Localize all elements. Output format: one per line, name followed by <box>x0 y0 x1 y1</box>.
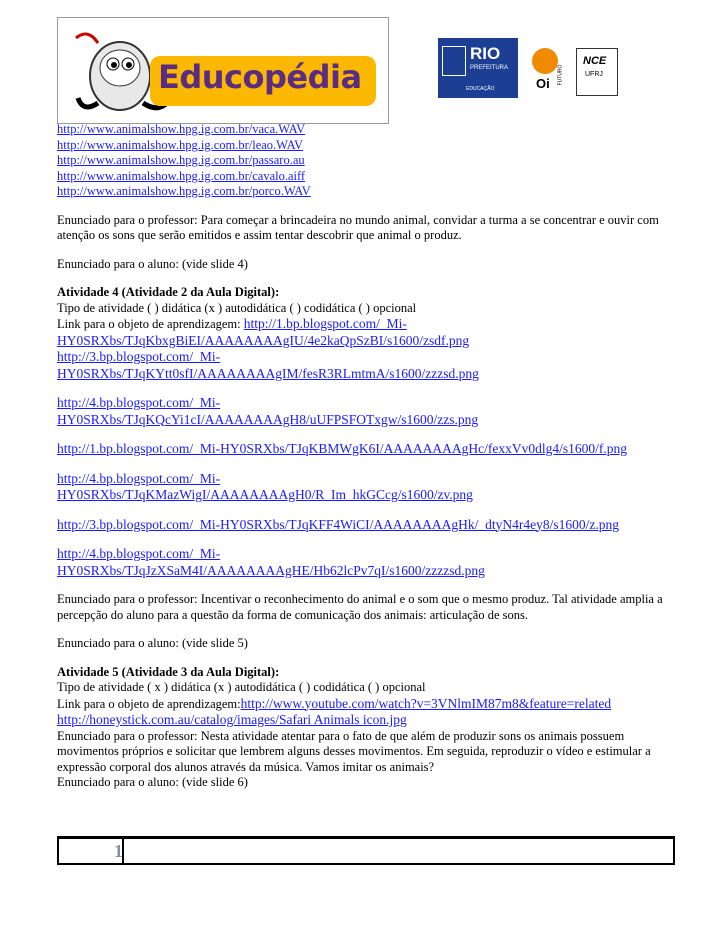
activity4-title: Atividade 4 (Atividade 2 da Aula Digital): <box>57 285 280 299</box>
activity3-student-note: Enunciado para o aluno: (vide slide 4) <box>57 256 248 271</box>
image-link-3a[interactable]: http://4.bp.blogspot.com/_Mi- <box>57 395 221 410</box>
logo-text: Educopédia <box>158 58 362 96</box>
image-link-group-3 <box>57 395 677 428</box>
activity3-teacher-note: Enunciado para o professor: Para começar a brincadeira no mundo animal, convidar a turma a se concentrar e ouvir com atenção os sons que serão emitidos e assim tentar descobrir que animal o produz. <box>57 212 659 242</box>
document-body <box>57 122 677 791</box>
activity5-section <box>57 665 677 791</box>
image-link-group-4 <box>57 441 677 458</box>
rio-prefeitura-logo: RIO PREFEITURA EDUCAÇÃO <box>438 38 518 98</box>
sound-link-vaca[interactable]: http://www.animalshow.hpg.ig.com.br/vaca.WAV <box>57 122 306 136</box>
image-link-2b[interactable]: HY0SRXbs/TJqKYtt0sfI/AAAAAAAAgIM/fesR3RLmtmA/s1600/zzzsd.png <box>57 365 479 381</box>
image-link-group-6 <box>57 517 677 534</box>
image-link-6[interactable]: http://3.bp.blogspot.com/_Mi-HY0SRXbs/TJqKFF4WiCI/AAAAAAAAgHk/_dtyN4r4ey8/s1600/z.png <box>57 516 619 532</box>
educopedia-logo <box>57 17 389 124</box>
activity5-student-note: Enunciado para o aluno: (vide slide 6) <box>57 775 248 789</box>
youtube-link[interactable]: http://www.youtube.com/watch?v=3VNlmIM87m8&feature=related <box>240 695 612 711</box>
footer-table <box>57 836 675 865</box>
image-link-2a[interactable]: http://3.bp.blogspot.com/_Mi- <box>57 349 221 364</box>
activity4-student-note: Enunciado para o aluno: (vide slide 5) <box>57 636 248 650</box>
image-link-5b[interactable]: HY0SRXbs/TJqKMazWigI/AAAAAAAAgH0/R_Im_hkGCcg/s1600/zv.png <box>57 487 473 502</box>
nce-ufrj-logo: NCE UFRJ <box>576 48 618 96</box>
image-link-7a[interactable]: http://4.bp.blogspot.com/_Mi- <box>57 546 221 561</box>
sound-link-cavalo[interactable]: http://www.animalshow.hpg.ig.com.br/cavalo.aiff <box>57 168 306 183</box>
activity5-title: Atividade 5 (Atividade 3 da Aula Digital): <box>57 664 280 679</box>
image-link-1a[interactable]: http://1.bp.blogspot.com/_Mi- <box>243 316 407 331</box>
image-link-4[interactable]: http://1.bp.blogspot.com/_Mi-HY0SRXbs/TJqKBMWgK6I/AAAAAAAAgHc/fexxVv0dlg4/s1600/f.png <box>57 441 627 456</box>
partner-logos <box>438 38 607 98</box>
activity5-link-label: Link para o objeto de aprendizagem: <box>57 696 241 711</box>
image-link-group-7 <box>57 546 677 579</box>
activity4-type-line: Tipo de atividade ( ) didática (x ) autodidática ( ) codidática ( ) opcional <box>57 300 417 315</box>
sound-link-porco[interactable]: http://www.animalshow.hpg.ig.com.br/porco.WAV <box>57 184 311 198</box>
activity5-teacher-note: Enunciado para o professor: Nesta atividade atentar para o fato de que além de produzir sons os animais possuem movimentos próprios e solicitar que lembrem alguns desses movimentos. Em seguida, reproduzir o vídeo e estimular a expressão corporal dos alunos através da música. Vamos imitar os animais? <box>57 728 651 774</box>
activity4-link-label: Link para o objeto de aprendizagem: <box>57 317 244 331</box>
page-number: 1 <box>114 841 123 861</box>
activity4-teacher-note: Enunciado para o professor: Incentivar o reconhecimento do animal e o som que o mesmo produz. Tal atividade amplia a percepção do aluno para a questão da forma de comunicação dos animais: articulação de sons. <box>57 592 663 622</box>
activity5-type-line: Tipo de atividade ( x ) didática (x ) autodidática ( ) codidática ( ) opcional <box>57 680 426 694</box>
honeystick-link[interactable]: http://honeystick.com.au/catalog/images/Safari Animals icon.jpg <box>57 712 407 727</box>
image-link-1b[interactable]: HY0SRXbs/TJqKbxgBiEI/AAAAAAAAgIU/4e2kaQpSzBI/s1600/zsdf.png <box>57 332 470 348</box>
activity4-header <box>57 285 677 382</box>
oi-futuro-logo: Oi FUTURO <box>530 48 570 98</box>
image-link-5a[interactable]: http://4.bp.blogspot.com/_Mi- <box>57 470 221 486</box>
sound-links <box>57 122 677 200</box>
image-link-group-5 <box>57 471 677 504</box>
sound-link-leao[interactable]: http://www.animalshow.hpg.ig.com.br/leao.WAV <box>57 137 304 152</box>
image-link-3b[interactable]: HY0SRXbs/TJqKQcYi1cI/AAAAAAAAgH8/uUFPSFOTxgw/s1600/zzs.png <box>57 411 479 427</box>
sound-link-passaro[interactable]: http://www.animalshow.hpg.ig.com.br/passaro.au <box>57 153 305 167</box>
image-link-7b[interactable]: HY0SRXbs/TJqJzXSaM4I/AAAAAAAAgHE/Hb62lcPv7qI/s1600/zzzzsd.png <box>57 562 485 578</box>
